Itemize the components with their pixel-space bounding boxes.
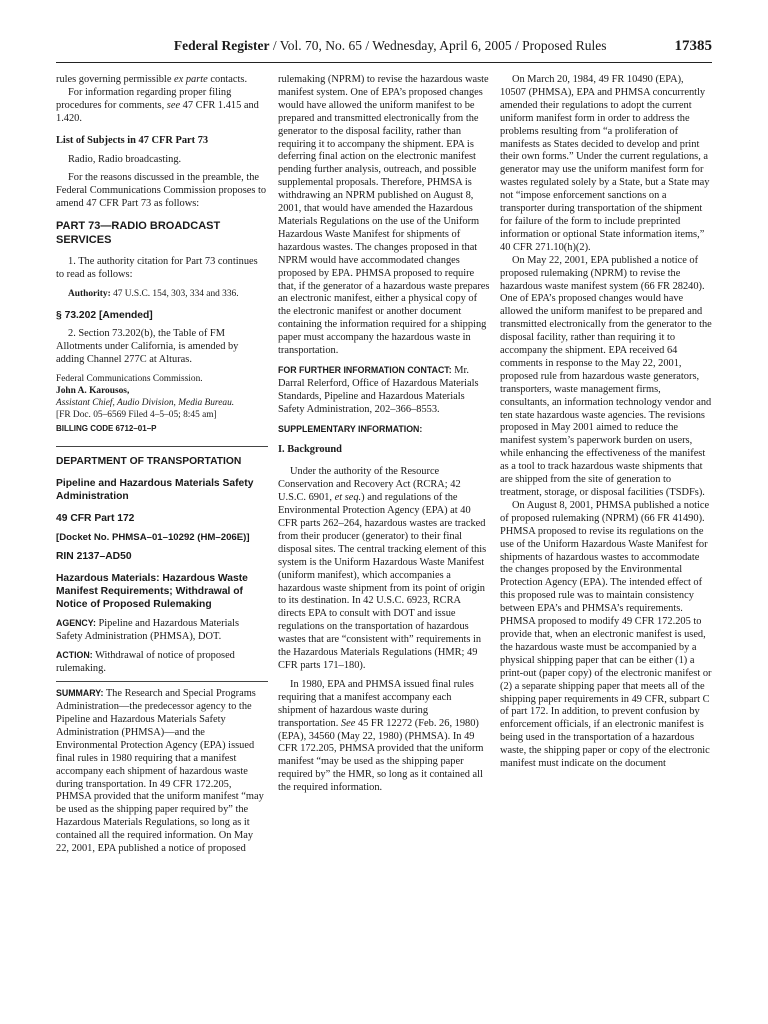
action-paragraph (56, 649, 268, 676)
reasons-paragraph: For the reasons discussed in the preamble, the Federal Communications Commission proposes to amend 47 CFR Part 73 as follows: (56, 172, 267, 210)
column-2 (278, 74, 490, 795)
paragraph (56, 74, 268, 87)
billing-code: BILLING CODE 6712–01–P (56, 423, 157, 433)
authority-citation (56, 288, 268, 300)
summary-paragraph (56, 687, 268, 856)
summary-divider (56, 681, 268, 682)
authority-label: Authority: (68, 288, 111, 299)
authority-text: 47 U.S.C. 154, 303, 334 and 336. (110, 288, 239, 299)
signer-title: Assistant Chief, Audio Division, Media Bureau. (56, 397, 235, 408)
contact-label: FOR FURTHER INFORMATION CONTACT: (278, 364, 452, 375)
fr-doc-line: [FR Doc. 05–6569 Filed 4–5–05; 8:45 am] (56, 409, 217, 420)
document-title: Hazardous Materials: Hazardous Waste Manifest Requirements; Withdrawal of Notice of Proposed Rulemaking (56, 572, 248, 610)
section-divider (56, 446, 268, 447)
text: contacts. (207, 74, 248, 85)
supplementary-label: SUPPLEMENTARY INFORMATION: (278, 423, 423, 434)
agency-label: AGENCY: (56, 617, 96, 628)
paragraph (56, 87, 268, 126)
column-3 (500, 74, 712, 771)
paragraph (278, 679, 490, 795)
header-rule (56, 62, 712, 63)
action-label: ACTION: (56, 650, 93, 661)
paragraph: On May 22, 2001, EPA published a notice of proposed rulemaking (NPRM) to revise the hazardous waste manifest system (66 FR 28240). One of EPA’s proposed changes would have allowed the uniform manifest to be prepared and transmitted electronically from the generator to the disposal facility, rather than requiring it to accompany the shipment. EPA received 64 comments in response to the May 22, 2001, proposed rule from hazardous waste generators, transporters, waste management firms, consultants, an information technology vendor and ten state hazardous waste agencies. The revisions proposed in May 2001 aimed to reduce the manifest system’s paperwork burden on users, while enhancing the effectiveness of the manifest as a tool to track hazardous waste shipments that are shipped from the site of generation to treatment, storage, or disposal facilities (TSDFs). (500, 254, 712, 498)
text: ) and regulations of the Environmental Protection Agency (EPA) at 40 CFR parts 262–264, hazardous wastes are tracked from their producer (generator) to their final disposal sites. The central tracking element of this system is the Uniform Hazardous Waste Manifest (uniform manifest), which accompanies a hazardous waste shipment from its point of origin to its destination. In 42 U.S.C. 6923, RCRA directs EPA to consult with DOT and issue regulations on the transportation of hazardous wastes that are “consistent with” requirements in the Hazardous Materials Regulations (HMR; 49 CFR parts 171–180). (278, 492, 487, 671)
agency-text: Pipeline and Hazardous Materials Safety Administration (PHMSA), DOT. (56, 617, 240, 642)
contact-text: Mr. Darral Relerford, Office of Hazardous Materials Standards, Pipeline and Hazardous Materials Safety Administration, 202–366–8553. (278, 364, 479, 415)
section-heading: § 73.202 [Amended] (56, 309, 153, 321)
paragraph: On August 8, 2001, PHMSA published a notice of proposed rulemaking (NPRM) (66 FR 41490). PHMSA proposed to revise its regulations on the use of the Uniform Hazardous Waste Manifest for shipments of hazardous wastes to accommodate the changes proposed by the Environmental Protection Agency (EPA). The intended effect of this proposed rule was to maintain consistency between EPA’s and PHMSA’s requirements. PHMSA proposed to modify 49 CFR 172.205 to provide that, when an electronic manifest is used, the hazardous waste must be accompanied by a physical shipping paper that can be either (1) a print-out (paper copy) of the electronic manifest or (2) a separate shipping paper that meets all of the shipping paper requirements in 49 CFR, subpart C of part 172. In addition, to prevent confusion by enforcement officials, if an electronic manifest is being used in the transportation of a hazardous waste, the shipping paper or copy of the electronic manifest must indicate on the document (500, 499, 712, 770)
item-1: 1. The authority citation for Part 73 continues to read as follows: (56, 256, 258, 281)
summary-text: The Research and Special Programs Administration—the predecessor agency to the Pipeline and Hazardous Materials Safety Administration (PHMSA)—and the Environmental Protection Agency (EPA) issued final rules in 1980 requiring that a manifest accompany each shipment of hazardous waste during transportation. In 49 CFR 172.205, PHMSA provided that the uniform manifest “may be used as the shipping paper required by” the Hazardous Materials Regulations, so long as it contained all the required information. On May 22, 2001, EPA published a notice of proposed (56, 688, 264, 855)
item-2: 2. Section 73.202(b), the Table of FM Allotments under California, is amended by adding Channel 277C at Alturas. (56, 327, 239, 365)
summary-label: SUMMARY: (56, 688, 104, 699)
text: 47 CFR 1.415 and 1.420. (56, 99, 259, 124)
part-heading: PART 73—RADIO BROADCAST SERVICES (56, 220, 221, 246)
text: rules governing permissible (56, 74, 175, 85)
rin-number: RIN 2137–AD50 (56, 550, 132, 562)
action-text: Withdrawal of notice of proposed rulemaking. (56, 650, 235, 675)
text: For information regarding proper filing procedures for comments, (56, 86, 232, 111)
text: 45 FR 12272 (Feb. 26, 1980) (EPA), 34560 (May 22, 1980) (PHMSA). In 49 CFR 172.205, PHMSA provided that the uniform manifest “may be used as the shipping paper required by” the HMR, so long as it contained all the required information. (278, 717, 484, 794)
paragraph: rulemaking (NPRM) to revise the hazardous waste manifest system. One of EPA’s proposed changes would have allowed the uniform manifest to be prepared and transmitted electronically from the generator to the disposal facility, rather than requiring it to accompany the shipment. EPA is deferring final action on the electronic manifest pending further analysis, outreach, and possible supplemental proposals. Therefore, PHMSA is withdrawing an NPRM published on August 8, 2001, that would have amended the Hazardous Materials Regulations on the use of the Uniform Hazardous Waste Manifest for shipments of hazardous wastes. The changes proposed in that NPRM would have accommodated changes proposed by EPA. PHMSA proposed to require that, if the generator of a hazardous waste prepares an electronic manifest, either a physical copy of the electronic manifest or another document containing the information required for a shipping paper must accompany the hazardous waste in transportation. (278, 74, 490, 357)
agency-paragraph (56, 617, 268, 644)
agency-heading: Pipeline and Hazardous Materials Safety Administration (56, 477, 254, 502)
paragraph: On March 20, 1984, 49 FR 10490 (EPA), 10507 (PHMSA), EPA and PHMSA concurrently amended their regulations to adopt the current uniform manifest form in order to address the problems resulting from “a proliferation of manifests as States decided to develop and print their own forms.” Under the current regulations, a generator may use the uniform manifest form for wastes regulated solely by a State, but a State may not “impose enforcement sanctions on a transporter during transportation of the shipment for failure of the form to include preprinted information or optional State information items,” 40 CFR 271.10(h)(2). (500, 74, 710, 253)
italic-text: ex parte (174, 74, 208, 85)
page-number: 17385 (674, 38, 712, 54)
subjects-heading: List of Subjects in 47 CFR Part 73 (56, 134, 209, 146)
department-heading: DEPARTMENT OF TRANSPORTATION (56, 455, 242, 467)
italic-text: see (166, 99, 181, 111)
text: In 1980, EPA and PHMSA issued final rules requiring that a manifest accompany each shipment of hazardous waste during transportation. (278, 678, 474, 729)
journal-name: Federal Register (173, 38, 270, 53)
paragraph (278, 466, 490, 673)
contact-paragraph (278, 364, 490, 417)
header-citation (56, 38, 675, 54)
issue-info: / Vol. 70, No. 65 / Wednesday, April 6, 2005 / Proposed Rules (269, 38, 607, 53)
running-header (56, 38, 712, 58)
cfr-part: 49 CFR Part 172 (56, 512, 135, 524)
italic-text: See (340, 717, 356, 729)
background-heading: I. Background (278, 444, 342, 456)
text: Under the authority of the Resource Conservation and Recovery Act (RCRA; 42 U.S.C. 6901, (278, 466, 461, 504)
docket-number: [Docket No. PHMSA–01–10292 (HM–206E)] (56, 531, 250, 543)
signer-name: John A. Karousos, (56, 385, 130, 396)
commission-name: Federal Communications Commission. (56, 373, 203, 384)
italic-text: et seq. (334, 492, 362, 504)
subjects-text: Radio, Radio broadcasting. (68, 153, 182, 165)
column-1 (56, 74, 268, 856)
